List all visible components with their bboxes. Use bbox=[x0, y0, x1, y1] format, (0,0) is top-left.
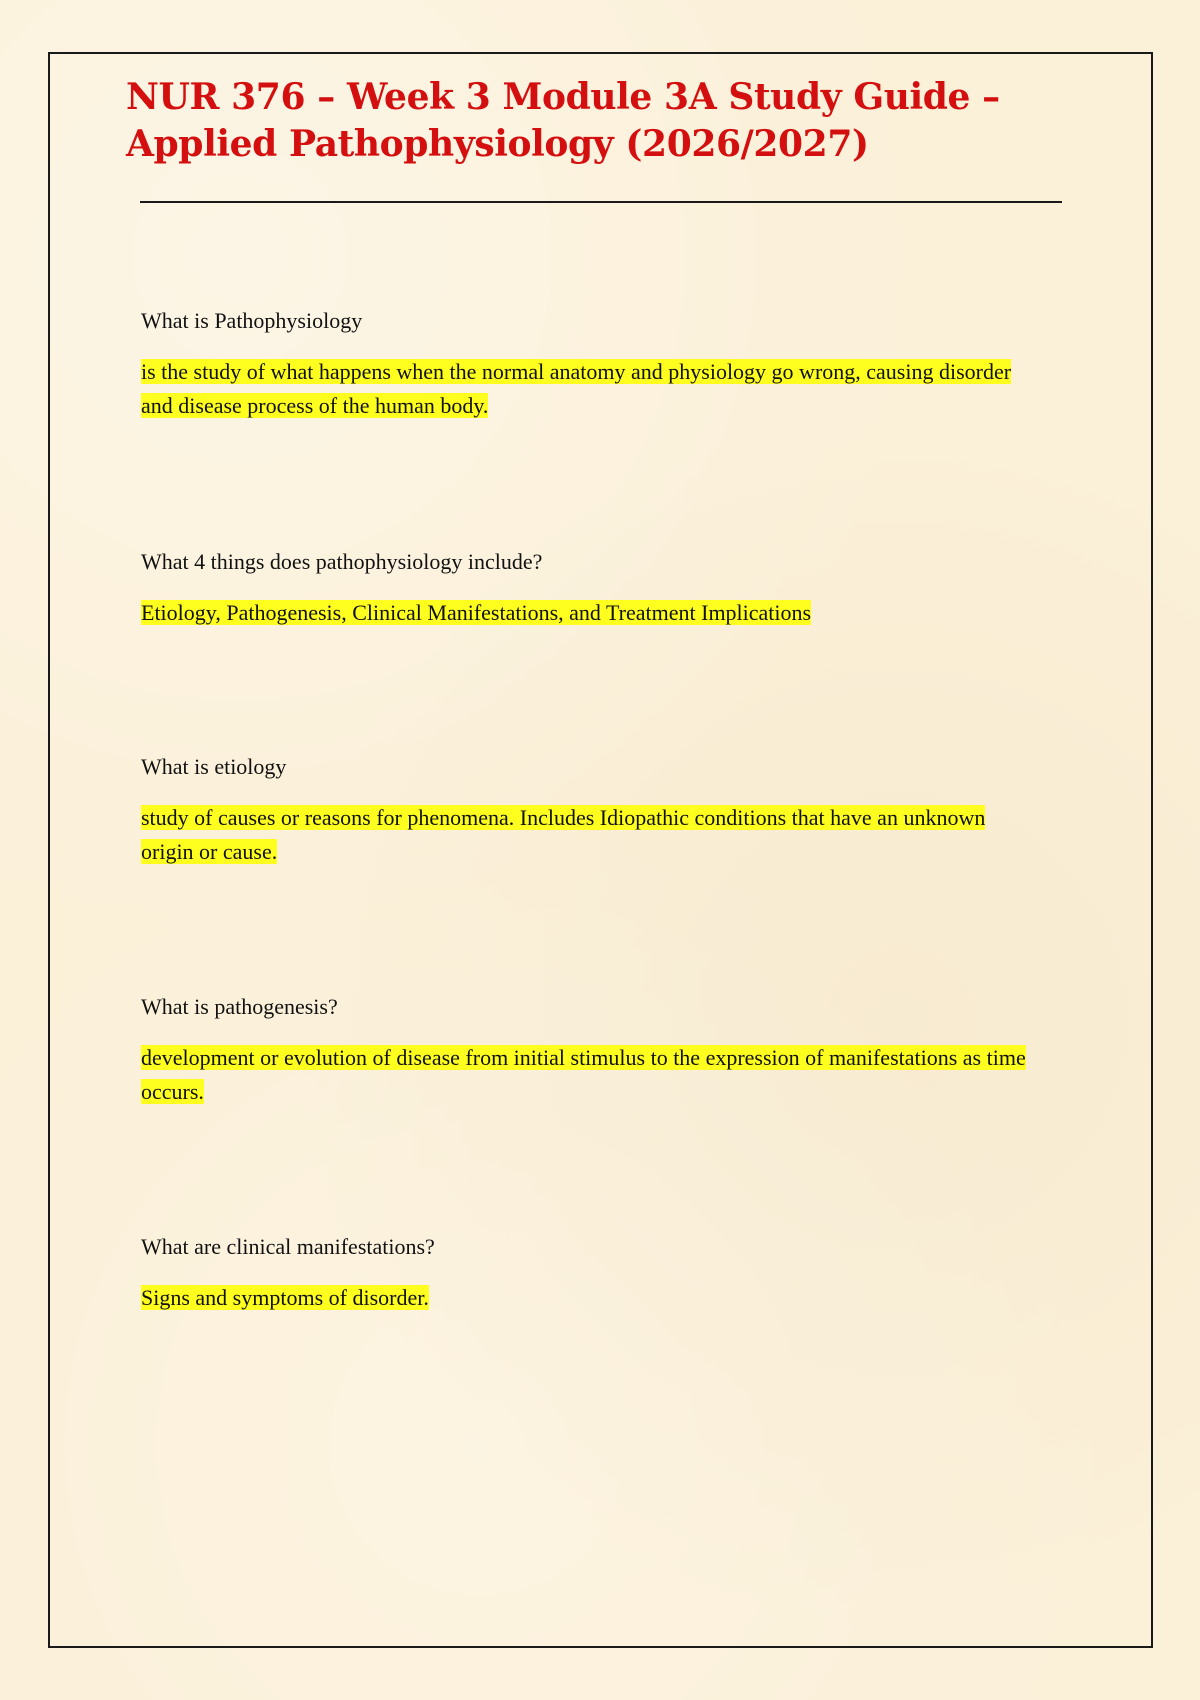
answer-text bbox=[141, 355, 1041, 423]
answer-text bbox=[141, 596, 1041, 630]
question-text: What are clinical manifestations? bbox=[141, 1234, 435, 1259]
answer-highlight: Signs and symptoms of disorder. bbox=[141, 1285, 429, 1310]
document-title: NUR 376 – Week 3 Module 3A Study Guide – Applied Pathophysiology (2026/2027) bbox=[126, 76, 1000, 165]
answer-highlight: Etiology, Pathogenesis, Clinical Manifestations, and Treatment Implications bbox=[141, 600, 812, 625]
question-text: What 4 things does pathophysiology include? bbox=[141, 549, 543, 574]
question-text: What is etiology bbox=[141, 754, 287, 779]
qa-item-pathophysiology bbox=[141, 307, 1061, 423]
question-text: What is pathogenesis? bbox=[141, 994, 338, 1019]
qa-item-four-things bbox=[141, 548, 1061, 630]
qa-item-pathogenesis bbox=[141, 993, 1061, 1109]
answer-text bbox=[141, 801, 1041, 869]
qa-item-clinical-manifestations bbox=[141, 1233, 1061, 1315]
answer-highlight: is the study of what happens when the normal anatomy and physiology go wrong, causing disorder and disease process of the human body. bbox=[141, 359, 1012, 418]
answer-text bbox=[141, 1041, 1041, 1109]
answer-highlight: development or evolution of disease from initial stimulus to the expression of manifestations as time occurs. bbox=[141, 1045, 1026, 1104]
question-text: What is Pathophysiology bbox=[141, 308, 363, 333]
title-divider bbox=[140, 201, 1062, 203]
answer-text bbox=[141, 1281, 1041, 1315]
qa-item-etiology bbox=[141, 753, 1061, 869]
answer-highlight: study of causes or reasons for phenomena. Includes Idiopathic conditions that have an unknown origin or cause. bbox=[141, 805, 986, 864]
